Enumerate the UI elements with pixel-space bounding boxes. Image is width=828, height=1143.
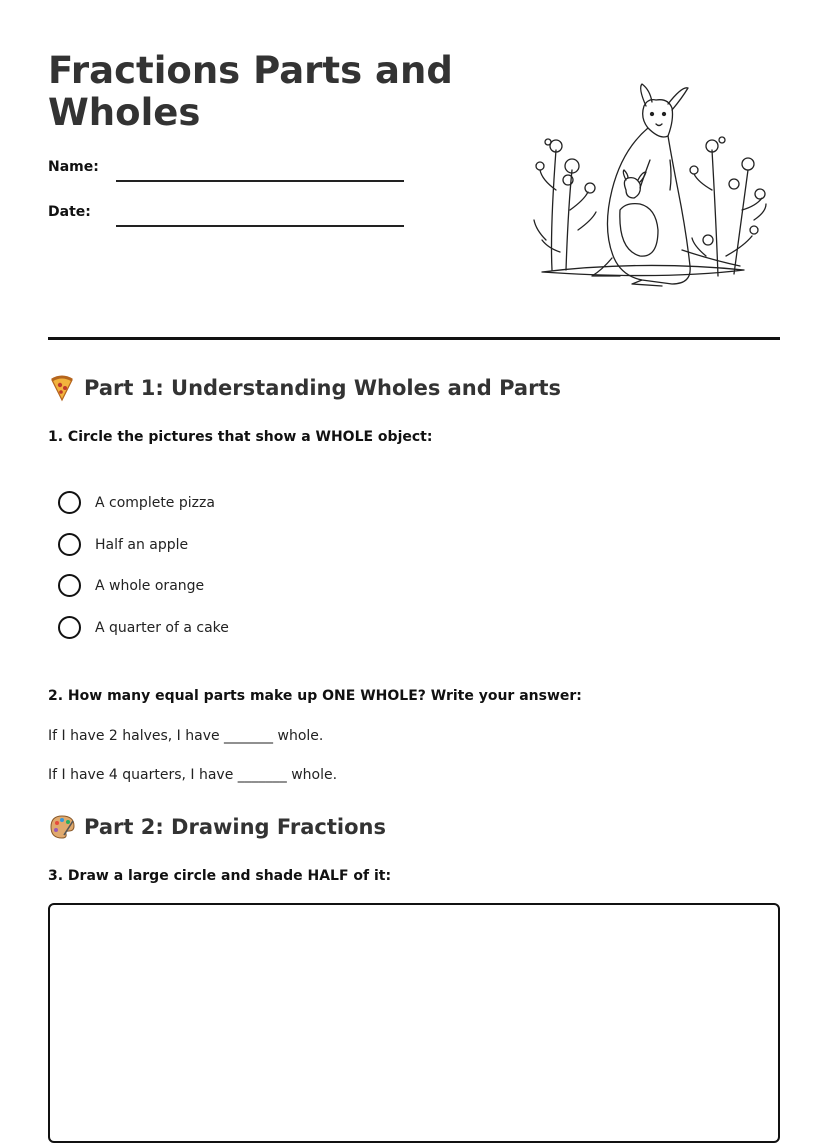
circle-option-icon[interactable]: [58, 533, 81, 556]
circle-option-icon[interactable]: [58, 616, 81, 639]
drawing-area[interactable]: [48, 903, 780, 1143]
question-1: 1. Circle the pictures that show a WHOLE object:: [48, 429, 433, 445]
pizza-icon: [48, 374, 76, 402]
section-divider: [48, 337, 780, 340]
answer-line-halves[interactable]: If I have 2 halves, I have _______ whole.: [48, 728, 324, 744]
question-3: 3. Draw a large circle and shade HALF of it:: [48, 868, 392, 884]
circle-option-icon[interactable]: [58, 574, 81, 597]
option-label: A whole orange: [95, 577, 205, 594]
kangaroo-illustration: [522, 80, 768, 294]
part1-heading: [48, 374, 561, 402]
date-input-line[interactable]: [116, 225, 404, 227]
circle-option-icon[interactable]: [58, 491, 81, 514]
name-input-line[interactable]: [116, 180, 404, 182]
option-label: Half an apple: [95, 536, 189, 553]
option-label: A complete pizza: [95, 494, 215, 511]
option-label: A quarter of a cake: [95, 619, 229, 636]
option-complete-pizza[interactable]: [58, 491, 215, 514]
option-quarter-cake[interactable]: [58, 616, 229, 639]
question-2: 2. How many equal parts make up ONE WHOLE? Write your answer:: [48, 688, 582, 704]
worksheet-title: Fractions Parts and Wholes: [48, 49, 453, 134]
part2-heading: [48, 813, 386, 841]
part2-heading-text: Part 2: Drawing Fractions: [84, 815, 386, 839]
palette-icon: [48, 813, 76, 841]
answer-line-quarters[interactable]: If I have 4 quarters, I have _______ whole.: [48, 767, 338, 783]
option-half-apple[interactable]: [58, 533, 188, 556]
date-label: Date:: [48, 204, 91, 220]
option-whole-orange[interactable]: [58, 574, 204, 597]
part1-heading-text: Part 1: Understanding Wholes and Parts: [84, 376, 561, 400]
name-label: Name:: [48, 159, 99, 175]
